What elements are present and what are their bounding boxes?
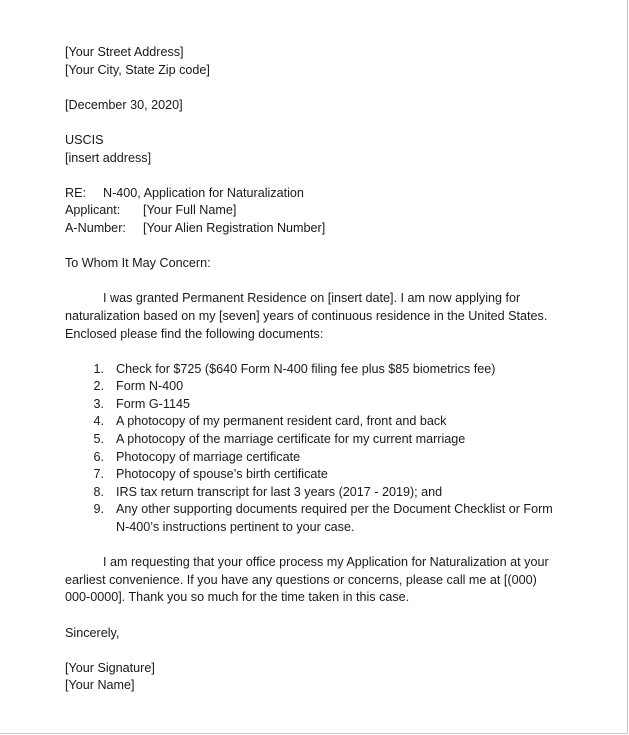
anumber-label: A-Number: [65,220,126,235]
re-line [65,185,565,203]
sender-address [65,44,565,79]
applicant-line [65,202,565,220]
documents-list [65,361,565,537]
list-item [65,396,565,414]
list-item [65,378,565,396]
signature-block [65,660,565,695]
list-item-number: 4. [93,414,104,429]
list-item-text: Photocopy of spouse’s birth certificate [116,467,328,482]
recipient-name: USCIS [65,132,104,147]
list-item-text: Form N-400 [116,379,184,394]
list-item-text: Any other supporting documents required per the Document Checklist or Form N-400’s instructions pertinent to your case. [116,502,553,535]
sender-street: [Your Street Address] [65,45,184,59]
recipient-address [65,132,565,167]
signoff: Sincerely, [65,625,120,640]
list-item-text: A photocopy of my permanent resident card, front and back [116,414,447,429]
anumber-value: [Your Alien Registration Number] [143,220,326,235]
sender-city: [Your City, State Zip code] [65,62,210,77]
salutation: To Whom It May Concern: [65,256,211,271]
list-item [65,466,565,484]
applicant-value: [Your Full Name] [143,203,237,218]
list-item-text: A photocopy of the marriage certificate for my current marriage [116,432,466,447]
list-item [65,431,565,449]
list-item-text: Photocopy of marriage certificate [116,449,301,464]
re-block [65,185,565,238]
applicant-label: Applicant: [65,203,121,218]
list-item-number: 5. [93,432,104,447]
re-label: RE: [65,185,86,200]
letter-date: [December 30, 2020] [65,97,183,112]
list-item [65,413,565,431]
signature: [Your Signature] [65,660,155,675]
printed-name: [Your Name] [65,678,135,693]
list-item-number: 1. [93,361,104,376]
list-item [65,484,565,502]
list-item-number: 8. [93,484,104,499]
anumber-line [65,220,565,238]
list-item [65,449,565,467]
intro-paragraph: I was granted Permanent Residence on [insert date]. I am now applying for naturalization based on my [seven] years of continuous residence in the United States. Enclosed please find the following documents: [65,291,548,341]
list-item-text: Form G-1145 [116,396,190,411]
list-item-number: 3. [93,396,104,411]
letter-body [65,44,565,695]
list-item-number: 7. [93,467,104,482]
recipient-address-line: [insert address] [65,150,152,165]
list-item-text: IRS tax return transcript for last 3 years (2017 - 2019); and [116,484,443,499]
list-item-text: Check for $725 ($640 Form N-400 filing fee plus $85 biometrics fee) [116,361,496,376]
re-value: N-400, Application for Naturalization [103,185,304,200]
list-item-number: 6. [93,449,104,464]
closing-paragraph: I am requesting that your office process my Application for Naturalization at your earliest convenience. If you have any questions or concerns, please call me at [(000) 000-0000]. Thank you so much for the time taken in this case. [65,555,549,605]
list-item [65,501,565,536]
list-item-number: 9. [93,502,104,517]
list-item-number: 2. [93,379,104,394]
list-item [65,361,565,379]
